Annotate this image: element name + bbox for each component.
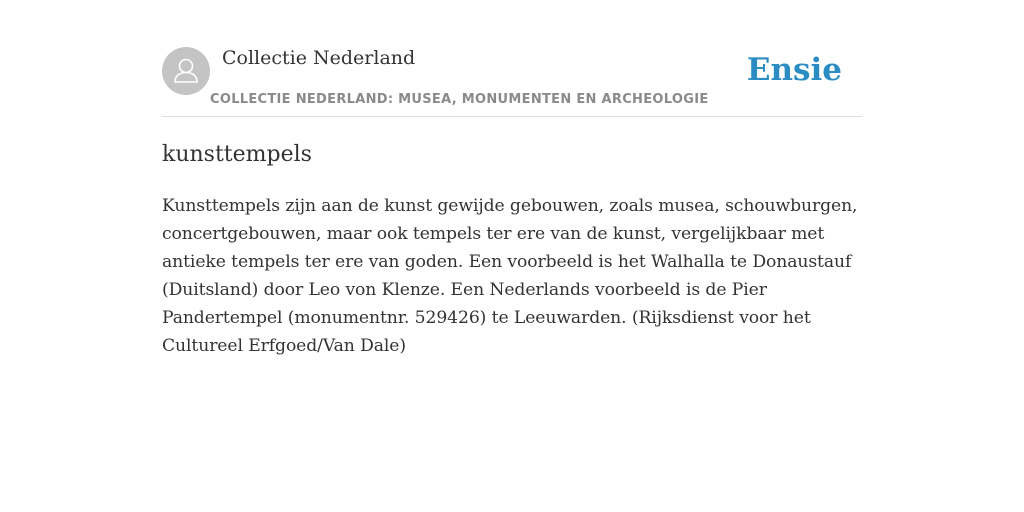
entry-definition: Kunsttempels zijn aan de kunst gewijde gebouwen, zoals musea, schouwburgen, concertgebouwen, maar ook tempels ter ere van de kunst, vergelijkbaar met antieke tempels ter ere van goden. Een voorbeeld is het Walhalla te Donaustauf (Duitsland) door Leo von Klenze. Een Nederlands voorbeeld is de Pier Pandertempel (monumentnr. 529426) te Leeuwarden. (Rijksdienst voor het Cultureel Erfgoed/Van Dale): [162, 196, 858, 356]
ensie-logo[interactable]: Ensie: [746, 52, 842, 88]
author-name[interactable]: Collectie Nederland: [222, 47, 416, 69]
page-title: kunsttempels: [162, 142, 312, 167]
entry-header: [162, 46, 862, 117]
avatar[interactable]: [162, 47, 210, 95]
user-placeholder-icon: [162, 47, 210, 95]
source-link[interactable]: COLLECTIE NEDERLAND: MUSEA, MONUMENTEN EN ARCHEOLOGIE: [210, 92, 709, 107]
